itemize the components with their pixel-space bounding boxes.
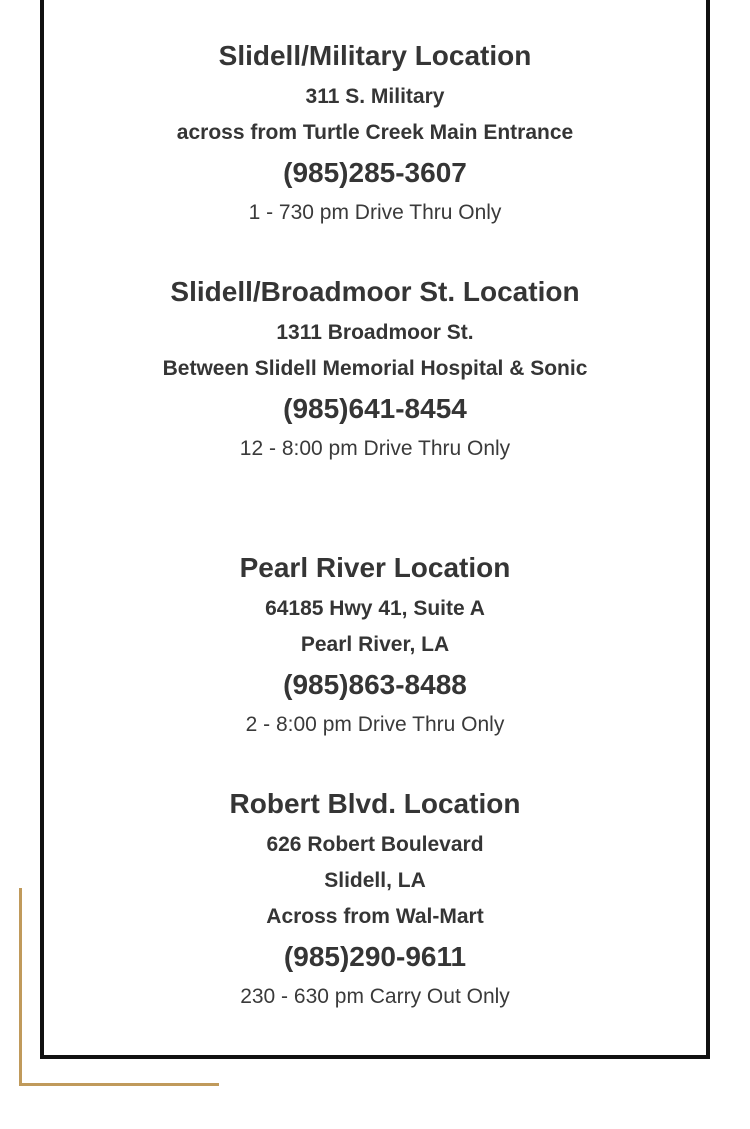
location-address-line: 626 Robert Boulevard	[266, 833, 484, 856]
location-title-robert-blvd: Robert Blvd. Location	[229, 788, 521, 819]
location-address-line: Pearl River, LA	[300, 633, 450, 656]
location-title-broadmoor: Slidell/Broadmoor St. Location	[170, 276, 580, 307]
location-phone[interactable]: (985)290-9611	[283, 941, 467, 972]
location-phone[interactable]: (985)641-8454	[283, 393, 467, 424]
location-address-line: Across from Wal-Mart	[266, 905, 484, 928]
location-hours: 12 - 8:00 pm Drive Thru Only	[239, 437, 511, 460]
location-address-line: Between Slidell Memorial Hospital & Sonic	[162, 357, 588, 380]
location-address-line: 64185 Hwy 41, Suite A	[265, 597, 485, 620]
location-phone[interactable]: (985)285-3607	[283, 157, 467, 188]
location-hours: 2 - 8:00 pm Drive Thru Only	[245, 713, 505, 736]
location-address-line: Slidell, LA	[324, 869, 426, 892]
location-title-pearl-river: Pearl River Location	[239, 552, 511, 583]
location-address-line: 1311 Broadmoor St.	[276, 321, 474, 344]
location-address-line: 311 S. Military	[305, 85, 445, 108]
location-address-line: across from Turtle Creek Main Entrance	[176, 121, 574, 144]
location-phone[interactable]: (985)863-8488	[283, 669, 467, 700]
location-hours: 230 - 630 pm Carry Out Only	[240, 985, 510, 1008]
location-title-military: Slidell/Military Location	[218, 40, 532, 71]
location-hours: 1 - 730 pm Drive Thru Only	[248, 201, 502, 224]
